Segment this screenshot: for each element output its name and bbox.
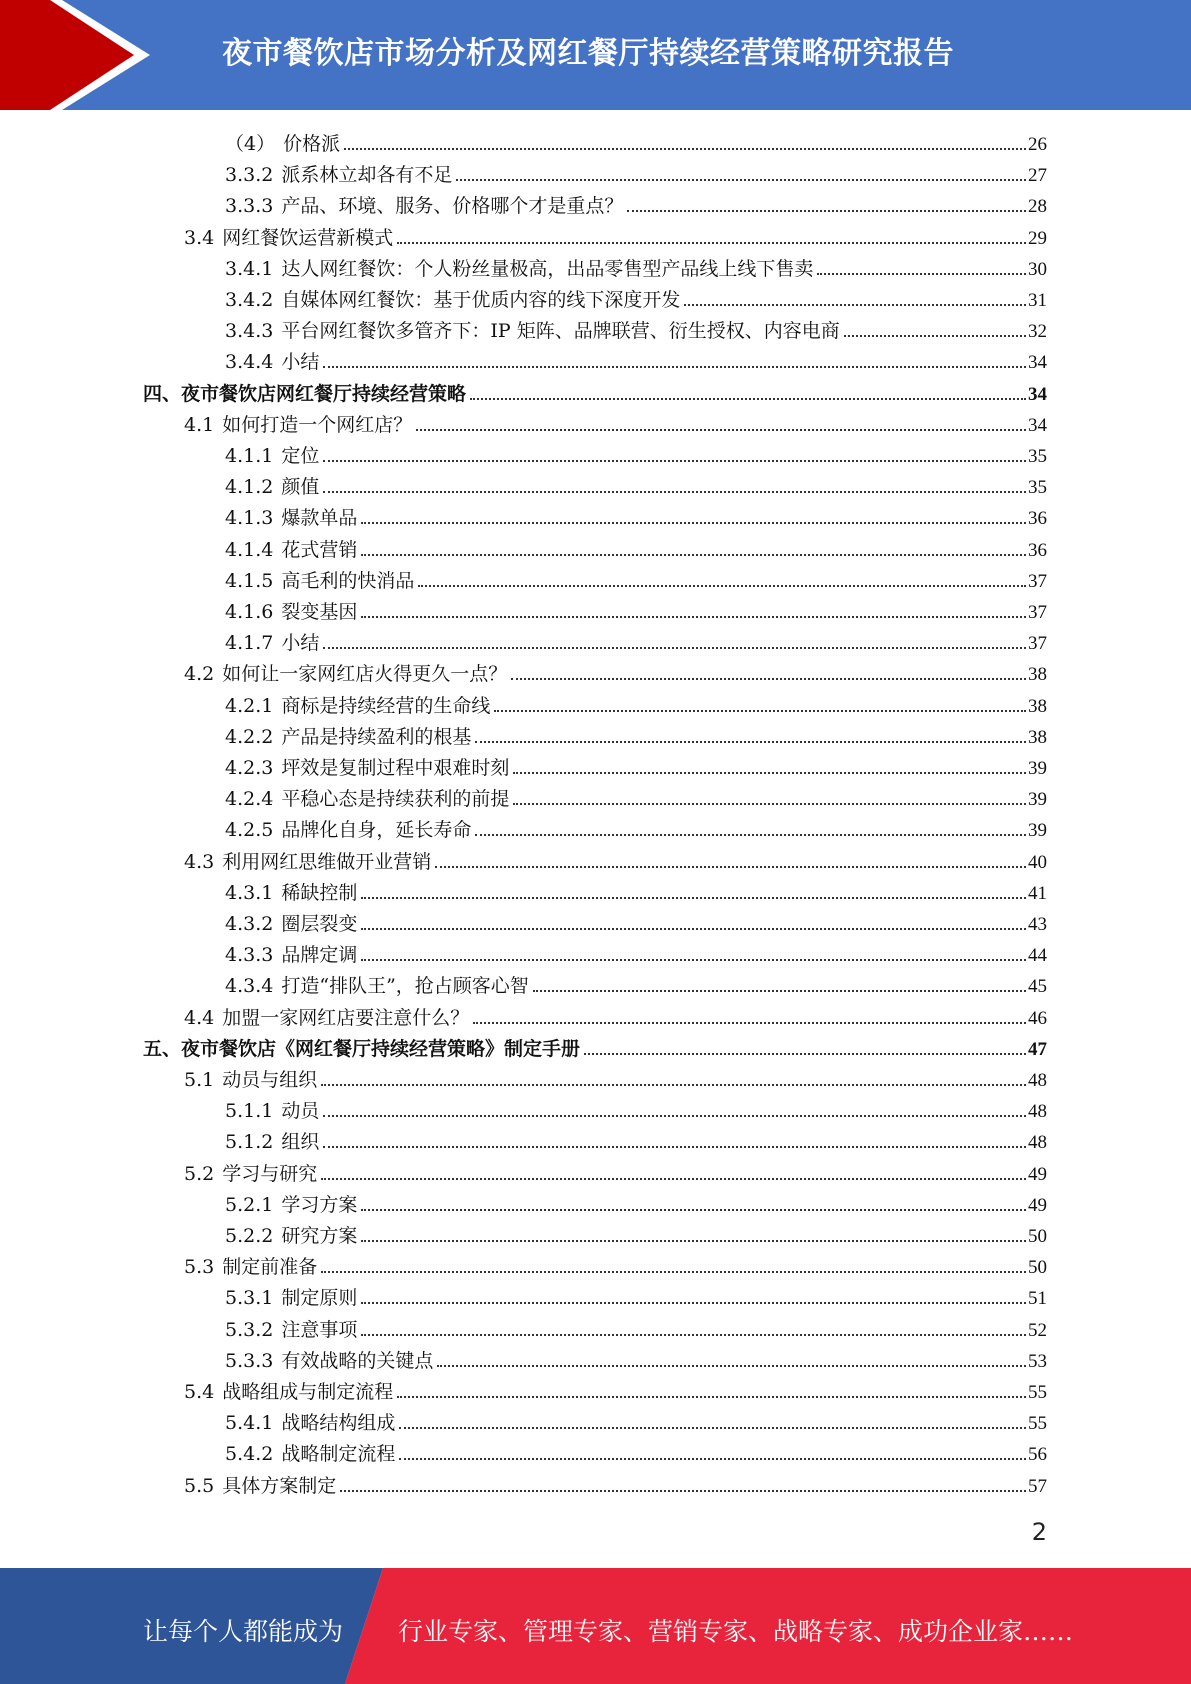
toc-dot-leader [361, 522, 1026, 524]
toc-entry-page: 34 [1028, 383, 1047, 405]
chevron-arrow-icon [0, 0, 160, 110]
toc-entry-text: 制定原则 [281, 1287, 358, 1310]
toc-dot-leader [321, 1084, 1026, 1086]
toc-entry-page: 49 [1028, 1163, 1047, 1185]
toc-entry[interactable] [184, 1157, 1047, 1188]
toc-dot-leader [361, 928, 1026, 930]
toc-entry-text: 有效战略的关键点 [281, 1349, 434, 1372]
toc-entry-page: 52 [1028, 1319, 1047, 1341]
toc-dot-leader [361, 959, 1026, 961]
toc-entry[interactable] [225, 1406, 1047, 1437]
toc-entry-label [225, 597, 357, 626]
toc-entry-label [184, 1065, 317, 1094]
toc-entry-page: 32 [1028, 321, 1047, 343]
toc-entry-number: 5.3 [184, 1256, 215, 1279]
toc-dot-leader [533, 990, 1026, 992]
toc-entry[interactable] [225, 439, 1047, 470]
toc-dot-leader [475, 834, 1026, 836]
toc-entry-text: 如何让一家网红店火得更久一点？ [222, 663, 508, 686]
footer-slogan-right: 行业专家、管理专家、营销专家、战略专家、成功企业家…… [398, 1617, 1074, 1646]
toc-dot-leader [513, 772, 1026, 774]
toc-entry[interactable] [225, 1125, 1047, 1156]
toc-entry-text: 价格派 [283, 133, 341, 155]
toc-entry[interactable] [184, 845, 1047, 876]
toc-entry-label [184, 847, 431, 876]
toc-entry-page: 50 [1028, 1257, 1047, 1279]
toc-entry-label [225, 909, 357, 938]
toc-dot-leader [511, 678, 1026, 680]
toc-entry-number: 5.1.1 [225, 1100, 274, 1123]
toc-entry-label [225, 1221, 357, 1250]
toc-entry[interactable] [225, 1437, 1047, 1468]
toc-entry-text: 战略结构组成 [281, 1412, 396, 1435]
toc-entry-text: 动员与组织 [222, 1069, 318, 1091]
toc-entry-number: 3.4.1 [225, 257, 274, 280]
toc-entry-label [184, 659, 507, 688]
toc-dot-leader [361, 1334, 1026, 1336]
toc-entry[interactable] [225, 1281, 1047, 1312]
toc-entry-page: 47 [1028, 1038, 1047, 1060]
toc-entry[interactable] [225, 501, 1047, 532]
toc-entry-label [225, 628, 319, 657]
toc-dot-leader [684, 304, 1026, 306]
toc-entry-page: 55 [1028, 1413, 1047, 1435]
toc-entry-label [225, 503, 357, 532]
toc-entry-number: 5.2 [184, 1162, 215, 1185]
toc-entry[interactable] [184, 221, 1047, 252]
toc-entry-page: 27 [1028, 165, 1047, 187]
toc-entry-number: 4.4 [184, 1006, 215, 1029]
toc-entry-number: 4.1.2 [225, 476, 274, 499]
toc-entry-label [184, 1471, 336, 1500]
toc-entry-page: 28 [1028, 196, 1047, 218]
toc-entry[interactable] [143, 1032, 1047, 1063]
toc-dot-leader [416, 429, 1026, 431]
toc-dot-leader [361, 1209, 1026, 1211]
toc-entry-label [225, 160, 452, 189]
toc-entry-text: 高毛利的快消品 [281, 569, 415, 592]
toc-entry-page: 39 [1028, 820, 1047, 842]
toc-entry-page: 45 [1028, 976, 1047, 998]
toc-entry[interactable] [225, 813, 1047, 844]
toc-entry-text: 五、夜市餐饮店《网红餐厅持续经营策略》制定手册 [143, 1037, 581, 1060]
toc-entry-number: 4.2.4 [225, 788, 274, 811]
toc-entry-label [225, 1190, 357, 1219]
toc-entry[interactable] [225, 1344, 1047, 1375]
toc-entry[interactable] [225, 907, 1047, 938]
toc-entry[interactable] [225, 283, 1047, 314]
toc-entry-label [225, 535, 357, 564]
toc-entry-number: 5.1 [184, 1069, 215, 1091]
toc-entry-text: 爆款单品 [281, 507, 358, 530]
toc-entry-label [225, 691, 490, 720]
toc-dot-leader [397, 242, 1026, 244]
toc-entry-number: 4.3 [184, 850, 215, 873]
toc-entry[interactable] [225, 595, 1047, 626]
toc-entry-page: 31 [1028, 290, 1047, 311]
toc-entry-label [225, 1408, 395, 1437]
toc-dot-leader [475, 741, 1026, 743]
toc-entry-number: 4.1.1 [225, 445, 274, 467]
toc-entry-label [225, 1439, 395, 1468]
toc-entry[interactable] [225, 626, 1047, 657]
toc-entry-number: 4.3.3 [225, 944, 274, 967]
toc-entry-text: 学习方案 [281, 1193, 358, 1216]
report-title: 夜市餐饮店市场分析及网红餐厅持续经营策略研究报告 [222, 36, 954, 71]
toc-entry[interactable] [225, 720, 1047, 751]
toc-entry[interactable] [225, 1094, 1047, 1125]
toc-entry-text: 学习与研究 [222, 1162, 318, 1185]
toc-entry-page: 41 [1028, 882, 1047, 904]
toc-entry-label [184, 223, 393, 252]
toc-entry-page: 39 [1028, 758, 1047, 779]
toc-entry-number: 4.1 [184, 413, 215, 436]
toc-entry-text: 颜值 [281, 476, 320, 499]
toc-entry-text: 商标是持续经营的生命线 [281, 694, 491, 717]
toc-entry[interactable] [184, 1001, 1047, 1032]
toc-entry-text: 产品、环境、服务、价格哪个才是重点？ [281, 195, 624, 218]
toc-entry-text: 战略组成与制定流程 [222, 1381, 394, 1403]
toc-entry[interactable] [225, 189, 1047, 220]
toc-dot-leader [361, 897, 1026, 899]
toc-entry-number: 4.1.4 [225, 538, 274, 561]
toc-entry-label [225, 285, 680, 314]
toc-entry-page: 35 [1028, 477, 1047, 499]
toc-entry-page: 36 [1028, 539, 1047, 561]
toc-entry-number: 4.1.5 [225, 569, 274, 592]
toc-entry[interactable] [225, 314, 1047, 345]
toc-entry-page: 26 [1028, 134, 1047, 155]
toc-entry-label [225, 1315, 357, 1344]
footer-slogan-left: 让每个人都能成为 [143, 1617, 344, 1646]
toc-entry-number: 5.2.2 [225, 1225, 274, 1247]
toc-entry-text: 定位 [281, 445, 320, 467]
toc-entry-page: 55 [1028, 1382, 1047, 1403]
toc-entry-text: 具体方案制定 [222, 1474, 337, 1497]
toc-dot-leader [323, 1146, 1026, 1148]
toc-entry-text: 如何打造一个网红店？ [222, 413, 413, 436]
toc-entry[interactable] [225, 938, 1047, 969]
toc-entry-number: 4.1.6 [225, 601, 274, 623]
toc-entry-number: 3.4.2 [225, 289, 274, 311]
toc-dot-leader [513, 803, 1026, 805]
toc-entry-text: 稀缺控制 [281, 881, 358, 904]
toc-entry[interactable] [225, 345, 1047, 376]
toc-entry-text: 达人网红餐饮：个人粉丝量极高，出品零售型产品线上线下售卖 [281, 257, 814, 280]
toc-entry-label [225, 940, 357, 969]
toc-entry-label [184, 1252, 317, 1281]
toc-entry-text: 品牌定调 [281, 944, 358, 967]
toc-entry-page: 43 [1028, 914, 1047, 935]
toc-entry[interactable] [225, 1313, 1047, 1344]
toc-entry-page: 48 [1028, 1132, 1047, 1154]
page-number: 2 [1031, 1518, 1047, 1546]
toc-entry-number: 4.2.1 [225, 694, 274, 717]
toc-entry-label [184, 1159, 317, 1188]
toc-entry-label [225, 971, 529, 1000]
toc-entry-label [143, 379, 466, 408]
toc-entry-page: 39 [1028, 789, 1047, 811]
toc-entry-text: 战略制定流程 [281, 1443, 396, 1466]
toc-entry[interactable] [225, 751, 1047, 782]
toc-entry-label [225, 472, 319, 501]
toc-entry[interactable] [225, 1188, 1047, 1219]
toc-entry-page: 37 [1028, 633, 1047, 655]
page-header [0, 0, 1191, 110]
toc-dot-leader [435, 866, 1026, 868]
toc-entry-number: 5.2.1 [225, 1193, 274, 1216]
toc-entry-text: 品牌化自身，延长寿命 [281, 819, 472, 842]
toc-entry-number: 4.1.3 [225, 507, 274, 530]
page-footer [0, 1568, 1191, 1684]
toc-entry[interactable] [225, 876, 1047, 907]
toc-entry-text: 产品是持续盈利的根基 [281, 725, 472, 748]
toc-entry-number: 5.3.1 [225, 1287, 274, 1310]
toc-dot-leader [399, 1427, 1026, 1429]
toc-entry-number: 5.1.2 [225, 1131, 274, 1154]
toc-entry-text: 注意事项 [281, 1318, 358, 1341]
toc-dot-leader [473, 1022, 1026, 1024]
toc-entry-number: 5.4 [184, 1381, 215, 1403]
toc-entry[interactable] [225, 470, 1047, 501]
toc-entry-text: 四、夜市餐饮店网红餐厅持续经营策略 [143, 382, 467, 405]
toc-entry-label [225, 784, 509, 813]
toc-entry-page: 38 [1028, 726, 1047, 748]
toc-entry-label [184, 1377, 393, 1406]
toc-entry-text: 派系林立却各有不足 [281, 164, 453, 187]
toc-entry-page: 38 [1028, 664, 1047, 686]
toc-entry[interactable] [225, 1219, 1047, 1250]
toc-entry-text: 加盟一家网红店要注意什么？ [222, 1006, 470, 1029]
toc-entry-number: 5.4.2 [225, 1443, 274, 1466]
toc-entry-number: 4.1.7 [225, 632, 274, 655]
toc-entry-number: 5.3.2 [225, 1318, 274, 1341]
toc-dot-leader [361, 616, 1026, 618]
toc-dot-leader [418, 585, 1026, 587]
toc-entry-text: 小结 [281, 632, 320, 655]
toc-entry[interactable] [225, 533, 1047, 564]
toc-entry-page: 30 [1028, 258, 1047, 280]
toc-entry-page: 56 [1028, 1444, 1047, 1466]
toc-dot-leader [323, 491, 1026, 493]
toc-entry-text: 自媒体网红餐饮：基于优质内容的线下深度开发 [281, 289, 681, 311]
toc-entry-label [225, 566, 414, 595]
toc-entry-text: 研究方案 [281, 1225, 358, 1247]
toc-entry-page: 57 [1028, 1475, 1047, 1497]
toc-dot-leader [584, 1053, 1026, 1055]
toc-entry[interactable] [225, 158, 1047, 189]
toc-entry-label [225, 254, 813, 283]
toc-entry-label [225, 1283, 357, 1312]
toc-dot-leader [627, 210, 1026, 212]
toc-entry-number: 3.4.3 [225, 320, 274, 343]
toc-dot-leader [323, 460, 1026, 462]
toc-entry-label [225, 441, 319, 470]
toc-entry-number: 5.5 [184, 1474, 215, 1497]
toc-dot-leader [323, 647, 1026, 649]
toc-entry-label [225, 347, 319, 376]
toc-entry-text: 打造“排队王”，抢占顾客心智 [281, 975, 529, 998]
toc-entry[interactable] [184, 1250, 1047, 1281]
toc-entry-number: （4） [225, 133, 276, 155]
toc-entry-label [225, 753, 509, 782]
toc-entry-text: 平稳心态是持续获利的前提 [281, 788, 510, 811]
toc-entry[interactable] [184, 657, 1047, 688]
toc-dot-leader [494, 710, 1026, 712]
toc-entry-number: 4.3.1 [225, 881, 274, 904]
toc-dot-leader [323, 366, 1026, 368]
toc-dot-leader [361, 1240, 1026, 1242]
toc-entry-page: 40 [1028, 851, 1047, 873]
toc-entry[interactable] [225, 564, 1047, 595]
toc-entry-text: 坪效是复制过程中艰难时刻 [281, 757, 510, 779]
toc-entry-number: 3.4 [184, 226, 215, 249]
toc-dot-leader [323, 1115, 1026, 1117]
toc-entry-label [225, 191, 623, 220]
toc-entry-number: 5.4.1 [225, 1412, 274, 1435]
toc-entry-number: 4.3.4 [225, 975, 274, 998]
toc-dot-leader [456, 179, 1026, 181]
toc-entry-label [225, 1096, 319, 1125]
toc-entry-label [143, 1034, 580, 1063]
toc-entry-label [225, 878, 357, 907]
toc-entry-number: 4.2 [184, 663, 215, 686]
toc-dot-leader [361, 1302, 1026, 1304]
toc-entry-number: 4.2.2 [225, 725, 274, 748]
toc-entry[interactable] [184, 1063, 1047, 1094]
toc-entry-number: 5.3.3 [225, 1349, 274, 1372]
toc-dot-leader [361, 554, 1026, 556]
toc-entry-page: 49 [1028, 1194, 1047, 1216]
toc-entry[interactable] [225, 252, 1047, 283]
toc-entry-page: 34 [1028, 414, 1047, 436]
toc-entry-text: 花式营销 [281, 538, 358, 561]
toc-entry-page: 38 [1028, 695, 1047, 717]
toc-entry-label [225, 129, 340, 158]
toc-dot-leader [399, 1458, 1026, 1460]
toc-entry[interactable] [225, 127, 1047, 158]
toc-entry-number: 4.3.2 [225, 913, 274, 935]
toc-entry-page: 53 [1028, 1350, 1047, 1372]
toc-entry-page: 51 [1028, 1288, 1047, 1310]
toc-entry-page: 46 [1028, 1007, 1047, 1029]
toc-entry-page: 37 [1028, 602, 1047, 623]
toc-entry-number: 3.3.3 [225, 195, 274, 218]
toc-entry-page: 34 [1028, 352, 1047, 374]
toc-dot-leader [321, 1271, 1026, 1273]
toc-entry[interactable] [225, 969, 1047, 1000]
toc-entry-page: 44 [1028, 945, 1047, 967]
toc-entry-text: 制定前准备 [222, 1256, 318, 1279]
toc-entry-label [225, 815, 471, 844]
toc-entry-number: 3.3.2 [225, 164, 274, 187]
toc-dot-leader [470, 398, 1026, 400]
toc-dot-leader [397, 1396, 1026, 1398]
toc-entry-label [225, 1346, 433, 1375]
toc-entry-text: 小结 [281, 351, 320, 374]
toc-entry[interactable] [184, 1375, 1047, 1406]
toc-entry-text: 网红餐饮运营新模式 [222, 226, 394, 249]
toc-entry-number: 4.2.3 [225, 757, 274, 779]
toc-entry-text: 利用网红思维做开业营销 [222, 850, 432, 873]
toc-entry-page: 29 [1028, 227, 1047, 249]
toc-entry[interactable] [225, 689, 1047, 720]
toc-entry-label [225, 722, 471, 751]
toc-entry-number: 3.4.4 [225, 351, 274, 374]
toc-entry-label [184, 1003, 469, 1032]
toc-entry-text: 动员 [281, 1100, 320, 1123]
toc-entry-text: 裂变基因 [281, 601, 358, 623]
toc-dot-leader [344, 148, 1026, 150]
toc-entry-page: 48 [1028, 1101, 1047, 1123]
toc-entry-text: 圈层裂变 [281, 913, 358, 935]
toc-entry[interactable] [143, 377, 1047, 408]
toc-entry-text: 组织 [281, 1131, 320, 1154]
toc-entry-label [184, 410, 412, 439]
toc-entry-number: 4.2.5 [225, 819, 274, 842]
toc-entry-page: 50 [1028, 1226, 1047, 1247]
toc-entry-page: 37 [1028, 570, 1047, 592]
toc-entry-page: 35 [1028, 446, 1047, 467]
toc-dot-leader [437, 1365, 1026, 1367]
toc-entry-label [225, 316, 840, 345]
toc-dot-leader [321, 1178, 1026, 1180]
toc-entry[interactable] [184, 1469, 1047, 1500]
toc-entry-text: 平台网红餐饮多管齐下：IP 矩阵、品牌联营、衍生授权、内容电商 [281, 320, 840, 343]
toc-entry-page: 36 [1028, 508, 1047, 530]
toc-entry-page: 48 [1028, 1070, 1047, 1091]
toc-entry[interactable] [184, 408, 1047, 439]
toc-dot-leader [340, 1490, 1026, 1492]
toc-entry[interactable] [225, 782, 1047, 813]
toc-dot-leader [817, 273, 1026, 275]
toc-dot-leader [844, 335, 1026, 337]
toc-entry-label [225, 1127, 319, 1156]
